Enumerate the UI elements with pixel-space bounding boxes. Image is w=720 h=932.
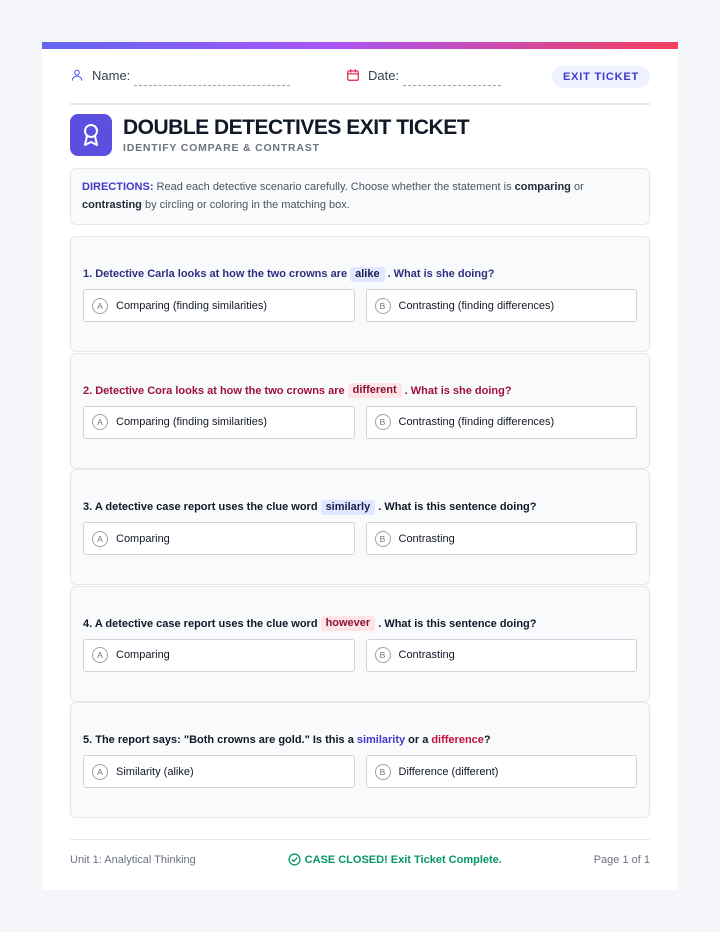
question-text-before: 2. Detective Cora looks at how the two crowns are [83, 384, 345, 397]
user-icon [70, 68, 84, 82]
question-text-after: . What is she doing? [404, 384, 512, 397]
question-5-text [83, 731, 637, 749]
name-field [70, 67, 290, 83]
question-2-option-b[interactable] [366, 406, 638, 439]
name-input-line[interactable] [134, 70, 290, 86]
option-letter: A [92, 647, 108, 663]
question-3-option-b[interactable] [366, 522, 638, 555]
award-ribbon-icon [70, 114, 112, 156]
option-letter: A [92, 298, 108, 314]
word-difference: difference [431, 734, 484, 746]
question-2-text [83, 382, 637, 400]
question-2 [70, 353, 650, 469]
option-letter: A [92, 531, 108, 547]
option-letter: B [375, 531, 391, 547]
question-4-option-a[interactable] [83, 639, 355, 672]
footer-page-number: Page 1 of 1 [593, 853, 650, 866]
footer [70, 839, 650, 877]
question-4 [70, 586, 650, 702]
directions-box [70, 168, 650, 225]
option-text: Comparing [116, 649, 170, 661]
question-text-before: 5. The report says: "Both crowns are gold." Is this a [83, 734, 354, 746]
directions-word-comparing: comparing [514, 181, 571, 193]
footer-status [288, 853, 502, 866]
question-text-after: ? [483, 734, 491, 746]
directions-text-1: Read each detective scenario carefully. Choose whether the statement is [153, 181, 515, 193]
date-label: Date: [368, 67, 400, 83]
question-4-text [83, 615, 637, 633]
question-3 [70, 469, 650, 585]
option-text: Comparing (finding similarities) [116, 416, 267, 428]
directions-text-2: or [570, 181, 584, 193]
clue-highlight: different [348, 383, 402, 398]
option-text: Contrasting (finding differences) [398, 299, 555, 312]
directions-text-3: by circling or coloring in the matching box. [141, 198, 350, 211]
option-text: Contrasting [398, 532, 455, 545]
option-letter: B [375, 414, 391, 430]
question-1-option-a[interactable] [83, 289, 355, 322]
question-1-option-b[interactable] [366, 289, 638, 322]
footer-unit: Unit 1: Analytical Thinking [70, 853, 196, 866]
option-text: Comparing (finding similarities) [116, 299, 267, 312]
question-2-option-a[interactable] [83, 406, 355, 439]
question-1-text [83, 265, 637, 283]
option-letter: B [375, 647, 391, 663]
title-row [70, 113, 650, 157]
question-3-text [83, 498, 637, 516]
question-text-after: . What is this sentence doing? [378, 501, 537, 513]
option-letter: A [92, 414, 108, 430]
option-letter: B [375, 764, 391, 780]
check-circle-icon [288, 853, 301, 866]
word-similarity: similarity [356, 734, 406, 746]
clue-highlight: however [321, 616, 376, 631]
question-text-after: . What is she doing? [387, 268, 495, 280]
page-title: DOUBLE DETECTIVES EXIT TICKET [123, 116, 470, 139]
question-text-after: . What is this sentence doing? [378, 617, 537, 630]
option-letter: B [375, 298, 391, 314]
footer-status-text: CASE CLOSED! Exit Ticket Complete. [304, 853, 502, 866]
option-text: Contrasting (finding differences) [398, 416, 555, 428]
gradient-top-bar [42, 42, 678, 49]
question-text-before: 3. A detective case report uses the clue word [83, 501, 318, 513]
date-field [346, 67, 501, 83]
directions-label: DIRECTIONS: [82, 181, 154, 193]
question-5-option-a[interactable] [83, 755, 355, 788]
question-3-option-a[interactable] [83, 522, 355, 555]
question-text-before: 4. A detective case report uses the clue word [83, 617, 318, 630]
option-text: Contrasting [398, 649, 455, 661]
calendar-icon [346, 68, 360, 82]
option-text: Difference (different) [398, 765, 499, 778]
clue-highlight: alike [350, 267, 384, 282]
clue-highlight: similarly [321, 500, 376, 515]
directions-word-contrasting: contrasting [82, 198, 142, 211]
worksheet-page [42, 42, 678, 890]
question-5 [70, 702, 650, 818]
name-label: Name: [92, 67, 131, 83]
date-input-line[interactable] [403, 70, 501, 86]
question-text-middle: or a [408, 734, 429, 746]
option-letter: A [92, 764, 108, 780]
question-text-before: 1. Detective Carla looks at how the two crowns are [83, 268, 348, 280]
option-text: Similarity (alike) [116, 765, 194, 778]
question-4-option-b[interactable] [366, 639, 638, 672]
page-subtitle: IDENTIFY COMPARE & CONTRAST [123, 142, 320, 154]
exit-ticket-badge: EXIT TICKET [552, 66, 650, 88]
question-5-option-b[interactable] [366, 755, 638, 788]
header [70, 49, 650, 105]
option-text: Comparing [116, 532, 170, 545]
question-1 [70, 236, 650, 352]
questions-list [70, 236, 650, 818]
